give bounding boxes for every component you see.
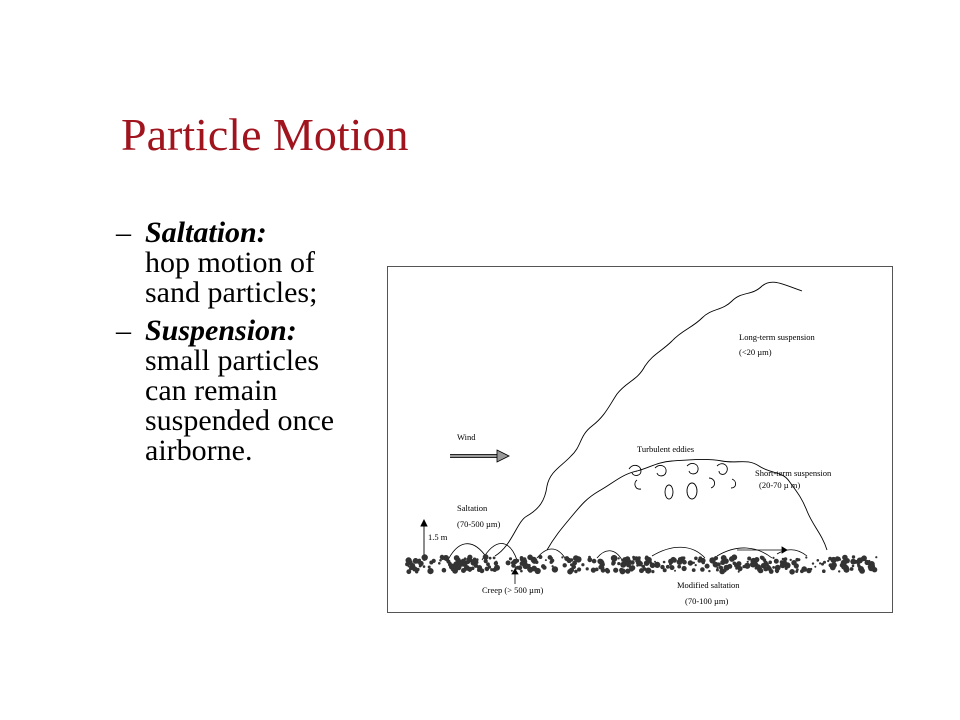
ground-particle: [852, 565, 855, 568]
ground-particle: [822, 569, 826, 573]
ground-particle: [732, 555, 736, 559]
bullet-text: small particles can remain suspended once airborne.: [145, 344, 335, 467]
ground-particle: [468, 569, 471, 572]
label-long-term: Long-term suspension: [739, 332, 815, 342]
ground-particle: [875, 556, 877, 558]
ground-particle: [789, 569, 795, 575]
ground-particle: [611, 555, 617, 561]
ground-particle: [747, 557, 751, 561]
ground-particle: [671, 557, 677, 563]
ground-particle: [466, 557, 471, 562]
slide-title: Particle Motion: [121, 109, 409, 160]
ground-particle: [805, 556, 807, 558]
ground-particle: [733, 562, 737, 566]
label-saltation: Saltation: [457, 503, 488, 513]
ground-particle: [850, 559, 856, 565]
ground-particle: [827, 560, 829, 562]
ground-particle: [423, 565, 426, 568]
ground-particle: [831, 557, 837, 563]
ground-particle: [823, 561, 826, 564]
ground-particle: [767, 566, 769, 568]
ground-particle: [422, 554, 428, 560]
ground-particle: [772, 557, 774, 559]
ground-particle: [794, 563, 799, 568]
ground-particle: [581, 563, 584, 566]
ground-particle: [651, 570, 654, 573]
label-turbulent: Turbulent eddies: [637, 444, 695, 454]
ground-particle: [506, 560, 511, 565]
ground-particle: [415, 561, 418, 564]
ground-particle: [471, 567, 475, 571]
ground-particle: [678, 557, 682, 561]
label-short-term: Short-term suspension: [755, 468, 832, 478]
ground-particle: [570, 558, 573, 561]
ground-particle: [705, 564, 710, 569]
bullet-saltation: [116, 218, 346, 308]
ground-particle: [713, 562, 719, 568]
ground-particle: [575, 556, 581, 562]
ground-particle: [817, 559, 820, 562]
ground-particle: [810, 568, 812, 570]
ground-particle: [564, 556, 569, 561]
ground-particle: [599, 560, 604, 565]
ground-particle: [700, 558, 705, 563]
ground-particle: [509, 557, 512, 560]
ground-particle: [736, 561, 741, 566]
ground-particle: [432, 559, 436, 563]
ground-particle: [624, 557, 629, 562]
ground-particle: [694, 557, 698, 561]
ground-particle: [695, 564, 697, 566]
label-long-term-size: (<20 µm): [739, 347, 772, 357]
ground-particle: [838, 570, 840, 572]
bullet-text: hop motion of sand particles;: [145, 246, 318, 309]
ground-particle: [439, 559, 442, 562]
ground-particle: [595, 568, 599, 572]
label-modified: Modified saltation: [677, 580, 740, 590]
ground-particle: [645, 568, 651, 574]
ground-particle: [489, 557, 492, 560]
label-height: 1.5 m: [428, 532, 448, 542]
ground-particle: [552, 566, 558, 572]
ground-particle: [617, 562, 620, 565]
ground-particle: [517, 565, 522, 570]
ground-particle: [538, 555, 542, 559]
ground-particle: [430, 569, 433, 572]
ground-particle: [801, 566, 807, 572]
ground-particle: [630, 565, 635, 570]
bullet-dash: –: [116, 314, 131, 347]
ground-particle: [511, 563, 516, 568]
ground-particle: [606, 569, 611, 574]
ground-particle: [666, 565, 670, 569]
ground-particle: [670, 565, 675, 570]
ground-particle: [528, 568, 533, 573]
ground-particle: [477, 565, 481, 569]
ground-particle: [645, 571, 647, 573]
ground-particle: [841, 560, 847, 566]
ground-particle: [493, 557, 496, 560]
ground-particle: [682, 560, 687, 565]
ground-particle: [867, 563, 869, 565]
ground-particle: [750, 561, 756, 567]
ground-particle: [693, 562, 695, 564]
ground-particle: [630, 560, 635, 565]
ground-particle: [611, 562, 615, 566]
label-creep: Creep (> 500 µm): [482, 585, 544, 595]
ground-particle: [776, 571, 779, 574]
ground-particle: [784, 557, 788, 561]
ground-particle: [443, 555, 449, 561]
bullet-dash: –: [116, 216, 131, 249]
particle-motion-diagram: [387, 266, 893, 613]
ground-particle: [772, 566, 775, 569]
ground-particle: [535, 568, 541, 574]
ground-particle: [521, 562, 524, 565]
bullet-term: Saltation:: [145, 216, 267, 249]
ground-particle: [636, 561, 640, 565]
ground-particle: [406, 569, 411, 574]
ground-particle: [406, 562, 409, 565]
ground-particle: [569, 568, 574, 573]
ground-particle: [428, 566, 431, 569]
ground-particle: [642, 565, 645, 568]
ground-particle: [836, 558, 839, 561]
ground-particle: [495, 561, 497, 563]
ground-particle: [761, 557, 764, 560]
ground-particle: [495, 565, 498, 568]
ground-particle: [464, 557, 467, 560]
ground-particle: [415, 570, 418, 573]
ground-particle: [663, 561, 666, 564]
ground-particle: [586, 567, 589, 570]
ground-particle: [613, 568, 618, 573]
ground-particle: [850, 567, 854, 571]
ground-particle: [682, 556, 685, 559]
ground-particle: [795, 570, 798, 573]
ground-particle: [618, 557, 620, 559]
ground-particle: [511, 570, 513, 572]
ground-particle: [862, 569, 864, 571]
ground-particle: [563, 563, 567, 567]
ground-particle: [852, 555, 855, 558]
ground-particle: [814, 566, 816, 568]
ground-particle: [486, 562, 490, 566]
bullet-suspension: [116, 316, 346, 466]
ground-particle: [768, 561, 772, 565]
ground-particle: [860, 557, 865, 562]
ground-particle: [601, 566, 605, 570]
ground-particle: [592, 559, 597, 564]
ground-particle: [516, 559, 520, 563]
ground-particle: [819, 562, 821, 564]
ground-particle: [550, 561, 553, 564]
ground-particle: [588, 556, 591, 559]
label-short-term-size: (20-70 µ m): [759, 480, 801, 490]
ground-particle: [476, 558, 479, 561]
ground-particle: [522, 557, 526, 561]
ground-particle: [633, 557, 637, 561]
bullet-list: [116, 218, 346, 474]
ground-particle: [747, 561, 749, 563]
ground-particle: [790, 559, 792, 561]
ground-particle: [520, 570, 523, 573]
ground-particle: [700, 567, 705, 572]
ground-particle: [545, 559, 547, 561]
ground-particle: [438, 562, 441, 565]
ground-particle: [744, 563, 750, 569]
ground-particle: [408, 565, 410, 567]
label-modified-size: (70-100 µm): [685, 596, 729, 606]
ground-particle: [541, 564, 545, 568]
ground-particle: [812, 562, 814, 564]
label-saltation-size: (70-500 µm): [457, 519, 501, 529]
ground-particle: [621, 569, 626, 574]
ground-particle: [472, 559, 476, 563]
ground-particle: [771, 570, 773, 572]
ground-particle: [832, 568, 834, 570]
ground-particle: [688, 560, 693, 565]
label-wind: Wind: [457, 432, 476, 442]
ground-particle: [727, 564, 732, 569]
ground-particle: [774, 559, 779, 564]
ground-particle: [663, 568, 667, 572]
ground-particle: [682, 566, 687, 571]
ground-particle: [756, 565, 761, 570]
ground-particle: [677, 565, 681, 569]
ground-particle: [692, 568, 696, 572]
ground-particle: [527, 564, 530, 567]
ground-particle: [674, 570, 676, 572]
ground-particle: [418, 561, 423, 566]
ground-particle: [719, 566, 723, 570]
ground-particle: [443, 569, 446, 572]
ground-particle: [723, 558, 729, 564]
ground-particle: [561, 556, 563, 558]
ground-particle: [520, 558, 523, 561]
ground-particle: [574, 570, 578, 574]
ground-particle: [570, 563, 573, 566]
ground-particle: [511, 561, 514, 564]
ground-particle: [650, 563, 656, 569]
ground-particle: [754, 557, 759, 562]
ground-particle: [708, 570, 710, 572]
ground-particle: [532, 558, 538, 564]
ground-particle: [484, 559, 488, 563]
ground-particle: [625, 570, 628, 573]
ground-particle: [551, 557, 553, 559]
ground-particle: [868, 565, 874, 571]
ground-particle: [798, 558, 801, 561]
bullet-term: Suspension:: [145, 314, 297, 347]
ground-particle: [775, 565, 781, 571]
ground-particle: [459, 562, 464, 567]
